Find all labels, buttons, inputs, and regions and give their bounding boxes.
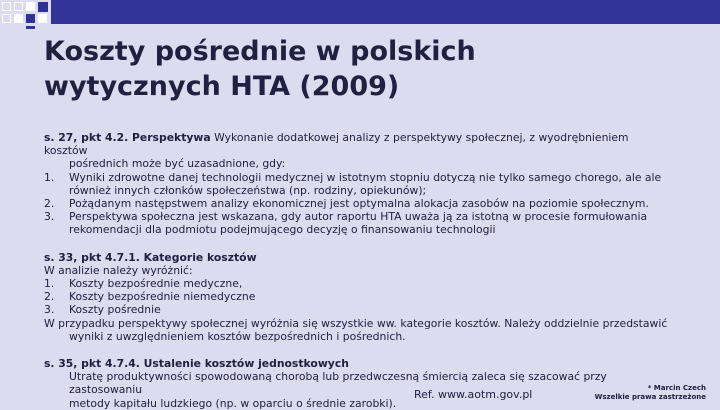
section3-text: Utratę produktywności spowodowaną chorobą lub przedwczesną śmiercią zaleca się szacować przy zastosowaniu: [69, 370, 607, 397]
header-bar: [51, 0, 720, 24]
section2-note-cont: wyniki z uwzględnieniem kosztów bezpośrednich i pośrednich.: [69, 329, 406, 343]
list-number: 3.: [44, 210, 55, 224]
section2-heading: s. 33, pkt 4.7.1. Kategorie kosztów: [44, 250, 257, 264]
list-number: 2.: [44, 197, 55, 211]
deco-square: [2, 2, 11, 11]
title-line-1: Koszty pośrednie w polskich: [44, 36, 476, 67]
deco-square: [26, 14, 35, 23]
section1-intro-text: Wykonanie dodatkowej analizy z perspektywy społecznej, z wyodrębnieniem kosztów: [44, 131, 629, 158]
author-name: * Marcin Czech: [647, 384, 706, 392]
section2-note: W przypadku perspektywy społecznej wyróżnia się wszystkie ww. kategorie kosztów. Należy oddzielnie przedstawić: [44, 316, 668, 330]
section1-heading: s. 27, pkt 4.2. Perspektywa: [44, 131, 211, 144]
list-number: 1.: [44, 170, 55, 184]
list-item: [44, 277, 674, 290]
deco-square: [14, 2, 23, 11]
deco-square: [38, 14, 47, 23]
deco-square: [14, 14, 23, 23]
list-item: [44, 303, 674, 316]
list-number: 2.: [44, 290, 55, 304]
list-text: Perspektywa społeczna jest wskazana, gdy autor raportu HTA uważa ją za istotną w procesie formułowania: [69, 210, 648, 224]
list-item: [44, 171, 674, 184]
reference-link: Ref. www.aotm.gov.pl: [414, 388, 533, 401]
list-text-cont: również innych członków społeczeństwa (np. rodziny, opiekunów);: [69, 183, 427, 197]
header-decoration: [0, 0, 720, 30]
slide-content: [44, 131, 674, 410]
deco-square: [26, 2, 35, 11]
list-text: Koszty pośrednie: [69, 303, 161, 317]
title-line-2: wytycznych HTA (2009): [44, 71, 400, 102]
section1-intro-cont: pośrednich może być uzasadnione, gdy:: [69, 157, 286, 171]
author-note: [588, 384, 706, 402]
list-text-cont: rekomendacji dla podmiotu podejmującego decyzję o finansowaniu technologii: [69, 223, 496, 237]
deco-square: [2, 14, 11, 23]
list-item: [44, 197, 674, 210]
deco-square: [26, 26, 35, 29]
section3-text-cont: metody kapitału ludzkiego (np. w oparciu o średnie zarobki).: [69, 396, 397, 410]
list-number: 1.: [44, 277, 55, 291]
deco-square: [38, 2, 48, 12]
list-text: Wyniki zdrowotne danej technologii medycznej w istotnym stopniu dotyczą nie tylko samego chorego, ale ale: [69, 170, 662, 184]
section3-heading: s. 35, pkt 4.7.4. Ustalenie kosztów jednostkowych: [44, 357, 349, 371]
section2-intro: W analizie należy wyróżnić:: [44, 263, 193, 277]
list-text: Koszty bezpośrednie niemedyczne: [69, 290, 256, 304]
slide-title: [44, 34, 684, 104]
list-text: Koszty bezpośrednie medyczne,: [69, 277, 243, 291]
section1-intro: [44, 131, 674, 157]
copyright-note: Wszelkie prawa zastrzeżone: [594, 393, 706, 401]
list-item: [44, 210, 674, 223]
list-number: 3.: [44, 303, 55, 317]
list-item: [44, 290, 674, 303]
list-text: Pożądanym następstwem analizy ekonomicznej jest optymalna alokacja zasobów na poziomie społecznym.: [69, 197, 649, 211]
